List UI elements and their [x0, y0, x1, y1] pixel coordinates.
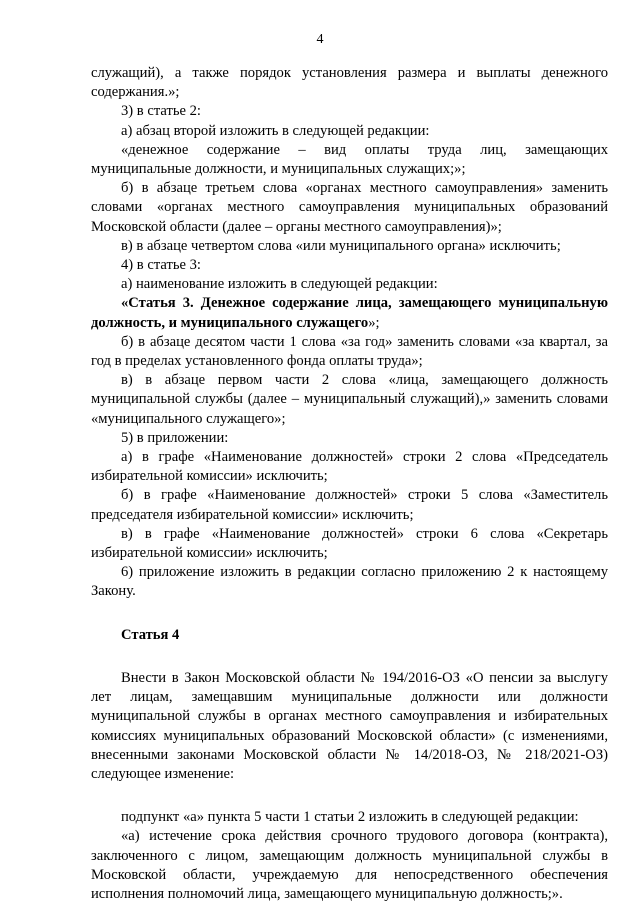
paragraph: б) в абзаце третьем слова «органах местного самоуправления» заменить словами «органах местного самоуправления муниципальных образований Московской области (далее – органы местного самоуправления)»; [91, 180, 608, 235]
paragraph: а) абзац второй изложить в следующей редакции: [121, 122, 430, 139]
paragraph: 3) в статье 2: [121, 103, 201, 120]
paragraph: б) в абзаце десятом части 1 слова «за год» заменить словами «за квартал, за год в пределах установленного фонда оплаты труда»; [91, 333, 608, 370]
paragraph: 5) в приложении: [121, 429, 229, 446]
paragraph: а) в графе «Наименование должностей» строки 2 слова «Председатель избирательной комиссии» исключить; [91, 449, 608, 485]
paragraph: подпункт «а» пункта 5 части 1 статьи 2 изложить в следующей редакции: [121, 809, 579, 826]
article3-title-close: »; [368, 314, 380, 331]
paragraph: 6) приложение изложить в редакции согласно приложению 2 к настоящему Закону. [91, 564, 608, 600]
document-body [91, 64, 608, 904]
paragraph: в) в графе «Наименование должностей» строки 6 слова «Секретарь избирательной комиссии» исключить; [91, 525, 608, 562]
paragraph: «денежное содержание – вид оплаты труда лиц, замещающих муниципальные должности, и муниципальных служащих;»; [91, 141, 608, 178]
paragraph: «а) истечение срока действия срочного трудового договора (контракта), заключенного с лицом, замещающим должность муниципальной службы в Московской области, учреждаемую для непосредственного обеспечения исполнения полномочий лица, замещающего муниципальную должность;». [91, 828, 608, 902]
article4-intro: Внести в Закон Московской области № 194/2016-ОЗ «О пенсии за выслугу лет лицам, замещавшим муниципальные должности или должности муниципальной службы в органах местного самоуправления и избирательных комиссиях муниципальных образований Московской области» (с изменениями, внесенными законами Московской области № 14/2018-ОЗ, № 218/2021-ОЗ) следующее изменение: [91, 669, 608, 782]
paragraph: 4) в статье 3: [121, 257, 201, 274]
spacer [91, 602, 608, 626]
paragraph: б) в графе «Наименование должностей» строки 5 слова «Заместитель председателя избирательной комиссии» исключить; [91, 487, 608, 523]
paragraph: в) в абзаце четвертом слова «или муниципального органа» исключить; [121, 237, 561, 254]
paragraph: в) в абзаце первом части 2 слова «лица, замещающего должность муниципальной службы (далее – муниципальный служащий),» заменить словами «муниципального служащего»; [91, 372, 608, 427]
spacer [91, 784, 608, 808]
spacer [91, 645, 608, 669]
article3-title-paragraph [91, 294, 608, 332]
paragraph: а) наименование изложить в следующей редакции: [121, 276, 438, 293]
article3-title: Статья 3. Денежное содержание лица, замещающего муниципальную должность, и муниципального служащего [91, 295, 608, 331]
article3-title-open-quote: « [121, 295, 129, 312]
page-number: 4 [316, 32, 324, 47]
paragraph: служащий), а также порядок установления размера и выплаты денежного содержания.»; [91, 65, 608, 101]
article4-heading: Статья 4 [121, 626, 180, 643]
